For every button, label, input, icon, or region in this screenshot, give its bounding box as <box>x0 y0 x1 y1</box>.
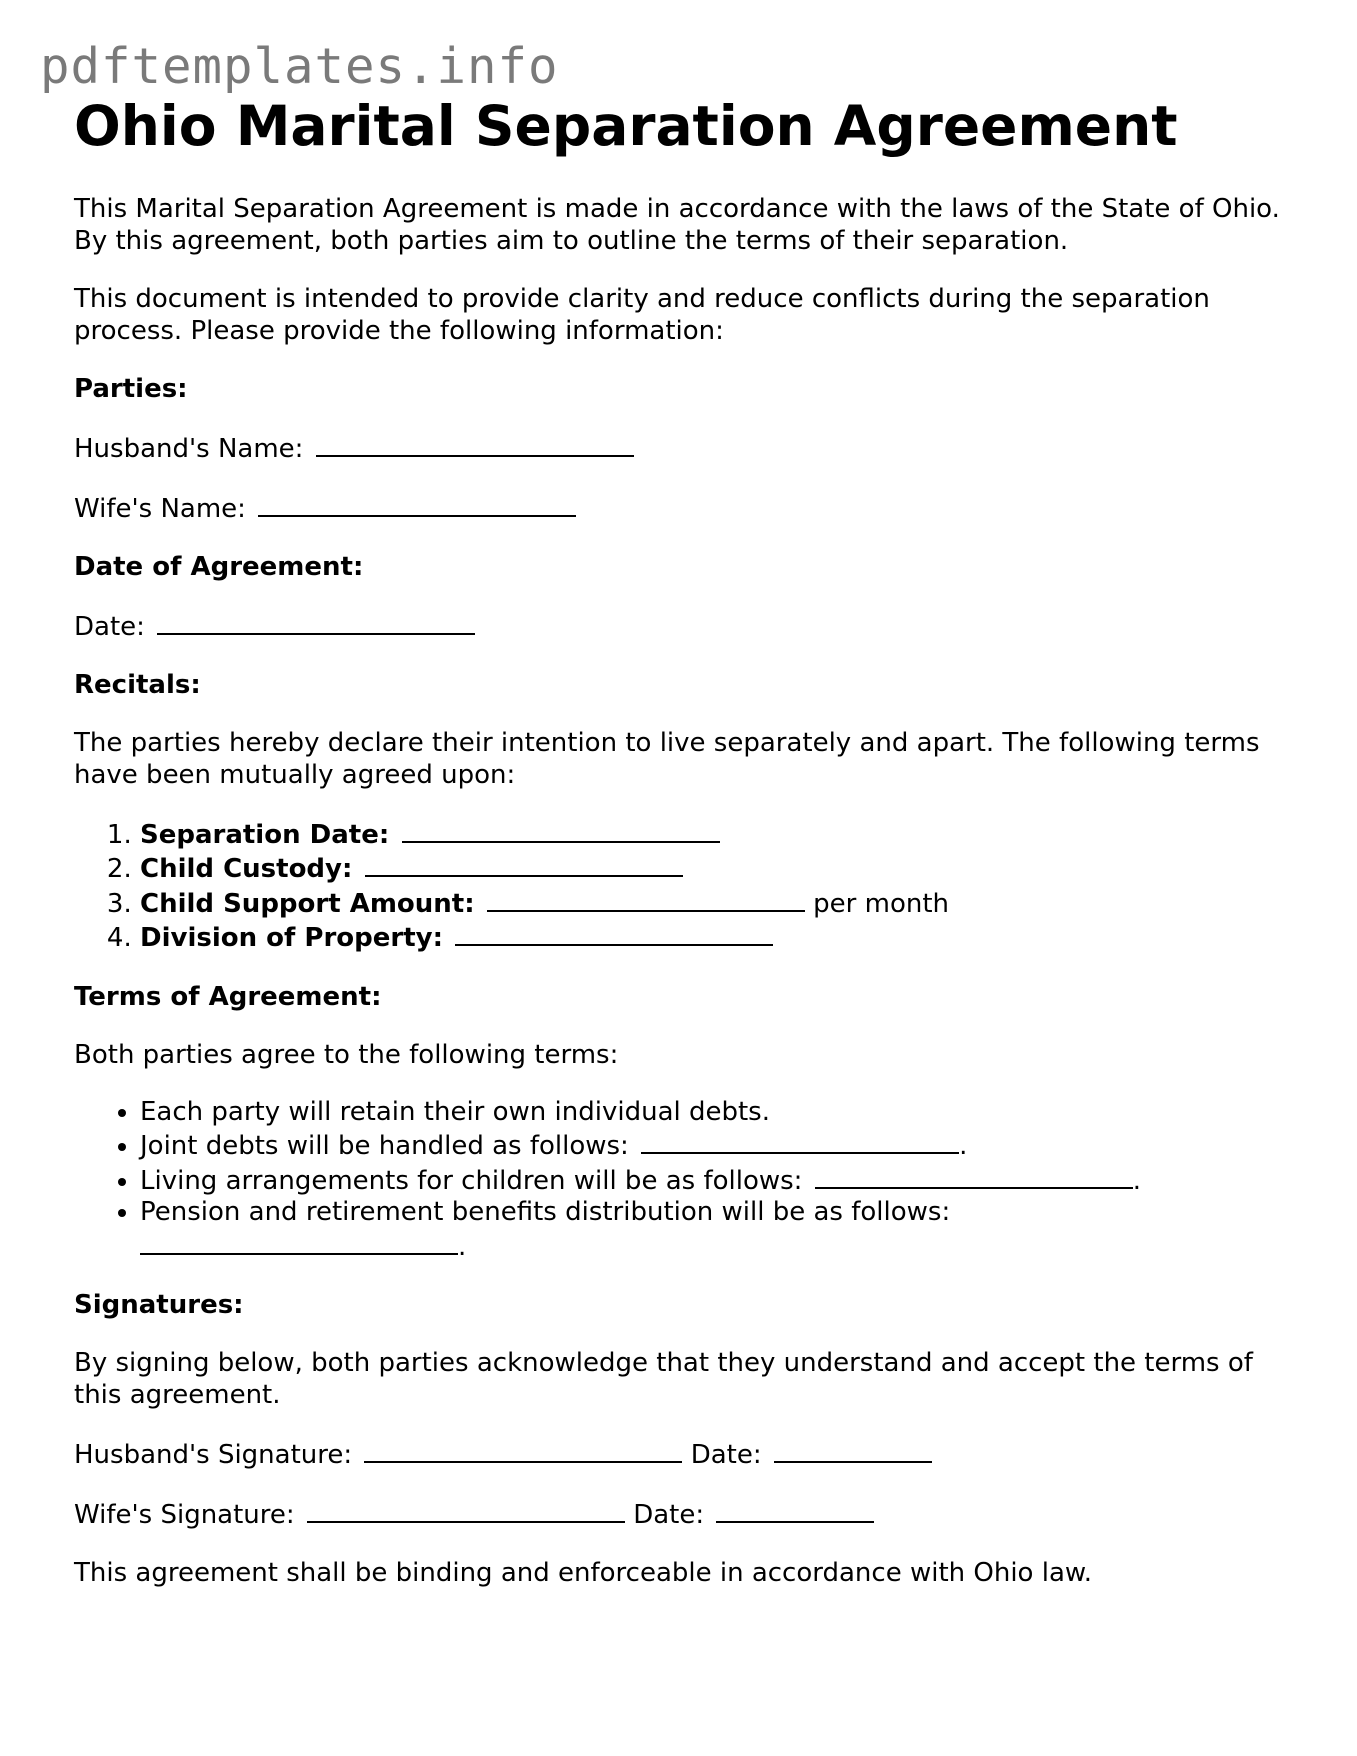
term-individual-debts: Each party will retain their own individual debts. <box>140 1096 770 1127</box>
agreement-date-label: Date: <box>74 611 145 642</box>
terms-text: Both parties agree to the following terms: <box>74 1039 619 1070</box>
recitals-heading: Recitals: <box>74 669 201 700</box>
closing-statement: This agreement shall be binding and enforceable in accordance with Ohio law. <box>74 1558 1093 1588</box>
term-joint-debts-label: Joint debts will be handled as follows: <box>140 1131 629 1161</box>
list-item: • Pension and retirement benefits distribution will be as follows: . <box>140 1197 1294 1263</box>
husband-name-field[interactable] <box>316 431 634 457</box>
signatures-text: By signing below, both parties acknowledge that they understand and accept the terms of this agreement. <box>74 1348 1253 1410</box>
recitals-list <box>74 817 1294 955</box>
list-item: • Joint debts will be handled as follows: . <box>140 1128 1294 1163</box>
joint-debts-field[interactable] <box>641 1128 959 1154</box>
child-custody-field[interactable] <box>365 851 683 877</box>
wife-signature-row <box>74 1497 1294 1531</box>
list-item <box>140 851 1294 886</box>
terms-heading: Terms of Agreement: <box>74 981 382 1012</box>
husband-signature-date-field[interactable] <box>774 1437 932 1463</box>
wife-name-field[interactable] <box>258 491 576 517</box>
list-item <box>140 1097 1294 1129</box>
wife-signature-field[interactable] <box>307 1497 625 1523</box>
term-pension-label: Pension and retirement benefits distribution will be as follows: <box>140 1197 951 1227</box>
wife-signature-date-field[interactable] <box>716 1497 874 1523</box>
living-arrangements-field[interactable] <box>815 1163 1133 1189</box>
intro-paragraph-2: This document is intended to provide clarity and reduce conflicts during the separation process. Please provide the following information: <box>74 283 1210 346</box>
terms-list <box>74 1097 1294 1264</box>
wife-signature-label: Wife's Signature: <box>74 1500 295 1530</box>
husband-signature-label: Husband's Signature: <box>74 1440 353 1470</box>
separation-date-label: Separation Date: <box>140 819 390 850</box>
document-page <box>74 96 1294 1589</box>
child-custody-label: Child Custody: <box>140 854 353 884</box>
wife-signature-date-label: Date: <box>633 1500 705 1530</box>
agreement-date-row <box>74 609 1294 643</box>
signatures-heading: Signatures: <box>74 1290 244 1320</box>
husband-name-label: Husband's Name: <box>74 433 304 464</box>
husband-name-row <box>74 431 1294 465</box>
list-item <box>140 817 1294 852</box>
date-of-agreement-heading: Date of Agreement: <box>74 551 364 582</box>
wife-name-label: Wife's Name: <box>74 493 246 524</box>
intro-paragraph-1: This Marital Separation Agreement is made in accordance with the laws of the State of Ohio. By this agreement, both parties aim to outline the terms of their separation. <box>74 193 1280 256</box>
page-title: Ohio Marital Separation Agreement <box>74 94 1178 158</box>
wife-name-row <box>74 491 1294 525</box>
child-support-label: Child Support Amount: <box>140 888 475 919</box>
parties-heading: Parties: <box>74 373 188 404</box>
division-of-property-field[interactable] <box>455 920 773 946</box>
husband-signature-row <box>74 1437 1294 1471</box>
child-support-field[interactable] <box>487 886 805 912</box>
child-support-suffix: per month <box>813 888 949 919</box>
husband-signature-date-label: Date: <box>690 1440 762 1470</box>
term-living-arrangements-label: Living arrangements for children will be as follows: <box>140 1165 803 1196</box>
agreement-date-field[interactable] <box>157 609 475 635</box>
watermark: pdftemplates.info <box>40 38 559 95</box>
separation-date-field[interactable] <box>402 817 720 843</box>
recitals-text: The parties hereby declare their intention to live separately and apart. The following terms have been mutually agreed upon: <box>74 727 1260 790</box>
pension-field[interactable] <box>140 1229 458 1255</box>
list-item: • Living arrangements for children will be as follows: . <box>140 1163 1294 1198</box>
husband-signature-field[interactable] <box>364 1437 682 1463</box>
list-item <box>140 886 1294 921</box>
list-item <box>140 920 1294 955</box>
division-of-property-label: Division of Property: <box>140 923 443 953</box>
